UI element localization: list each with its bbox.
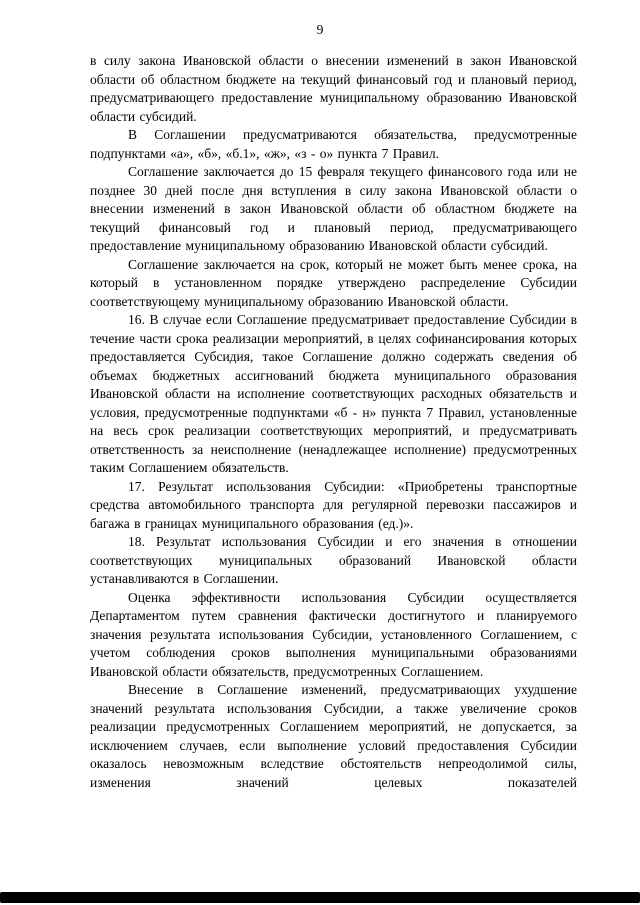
document-body xyxy=(90,52,577,792)
paragraph: Соглашение заключается на срок, который не может быть менее срока, на который в установленном порядке утверждено распределение Субсидии соответствующему муниципальному образованию Ивановской области. xyxy=(90,256,577,309)
paragraph: в силу закона Ивановской области о внесении изменений в закон Ивановской области об областном бюджете на текущий финансовый год и плановый период, предусматривающего предоставление муниципальному образованию Ивановской области субсидий. xyxy=(90,53,577,124)
paragraph: 16. В случае если Соглашение предусматривает предоставление Субсидии в течение части срока реализации мероприятий, в целях софинансирования которых предоставляется Субсидия, такое Соглашение должно содержать сведения об объемах бюджетных ассигнований бюджета муниципального образования Ивановской области на исполнение соответствующих расходных обязательств и условия, предусмотренные подпунктами «б - н» пункта 7 Правил, установленные на весь срок реализации соответствующих мероприятий, и предусматривать ответственность за неисполнение (ненадлежащее исполнение) предусмотренных таким Соглашением обязательств. xyxy=(90,312,577,475)
paragraph: Оценка эффективности использования Субсидии осуществляется Департаментом путем сравнения фактически достигнутого и планируемого значения результата использования Субсидии, установленного Соглашением, с учетом соблюдения сроков выполнения муниципальными образованиями Ивановской области обязательств, предусмотренных Соглашением. xyxy=(90,589,577,679)
scan-edge-bar xyxy=(0,892,640,903)
paragraph: Внесение в Соглашение изменений, предусматривающих ухудшение значений результата использования Субсидии, а также увеличение сроков реализации предусмотренных Соглашением мероприятий, не допускается, за исключением случаев, если выполнение условий предоставления Субсидии оказалось невозможным вследствие обстоятельств непреодолимой силы, изменения значений целевых показателей xyxy=(90,682,577,790)
paragraph: Соглашение заключается до 15 февраля текущего финансового года или не позднее 30 дней после дня вступления в силу закона Ивановской области о внесении изменений в закон Ивановской области об областном бюджете на текущий финансовый год и плановый период, предусматривающего предоставление муниципальному образованию Ивановской области субсидий. xyxy=(90,164,577,253)
page-number: 9 xyxy=(316,22,324,37)
paragraph: В Соглашении предусматриваются обязательства, предусмотренные подпунктами «а», «б», «б.1», «ж», «з - о» пункта 7 Правил. xyxy=(90,127,577,161)
paragraph: 18. Результат использования Субсидии и его значения в отношении соответствующих муниципальных образований Ивановской области устанавливаются в Соглашении. xyxy=(90,534,577,586)
paragraph: 17. Результат использования Субсидии: «Приобретены транспортные средства автомобильного транспорта для регулярной перевозки пассажиров и багажа в границах муниципального образования (ед.)». xyxy=(90,478,577,531)
